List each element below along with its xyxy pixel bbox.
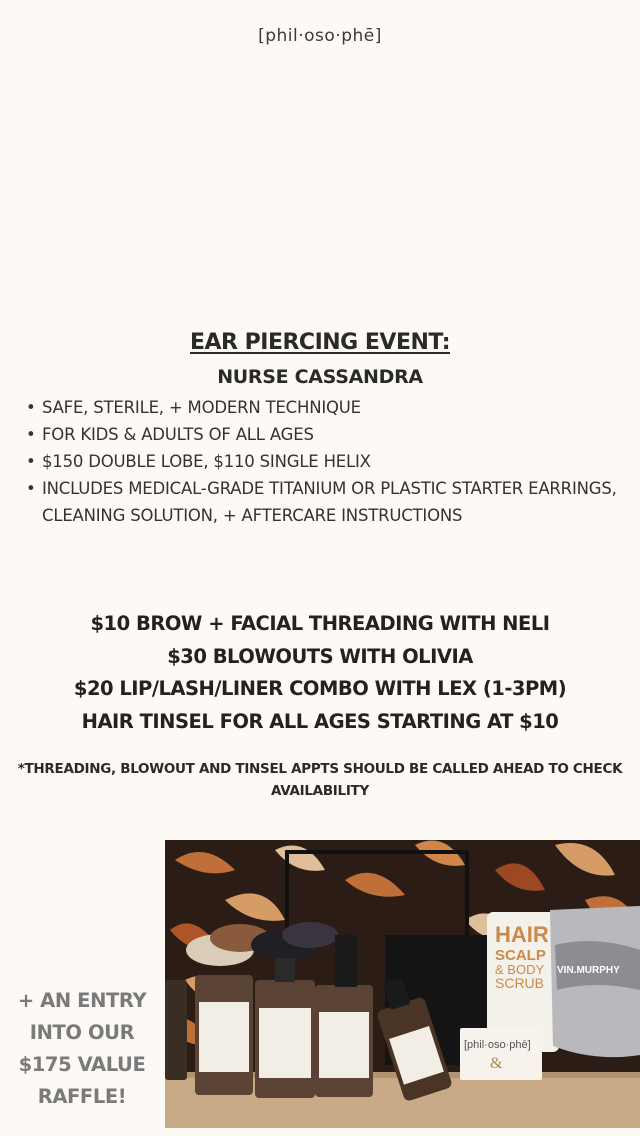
service-item: $20 LIP/LASH/LINER COMBO WITH LEX (1-3PM) xyxy=(73,677,567,700)
services-list xyxy=(0,608,640,738)
service-item: $30 BLOWOUTS WITH OLIVIA xyxy=(167,644,473,668)
ampersand-icon: & xyxy=(490,1055,503,1072)
availability-note: *THREADING, BLOWOUT AND TINSEL APPTS SHOULD BE CALLED AHEAD TO CHECK AVAILABILITY xyxy=(17,761,623,799)
raffle-line: + AN ENTRY xyxy=(17,989,147,1012)
brand-logo: [phil·oso·phē] xyxy=(258,26,382,46)
raffle-text xyxy=(4,985,160,1113)
tube-text: SCALP xyxy=(495,947,546,964)
raffle-prize-photo xyxy=(165,840,640,1128)
raffle-line: RAFFLE! xyxy=(37,1085,127,1108)
event-title: EAR PIERCING EVENT: xyxy=(190,330,450,355)
event-detail-item: • FOR KIDS & ADULTS OF ALL AGES xyxy=(24,421,636,448)
event-details-list xyxy=(24,394,636,529)
tube-text: & BODY xyxy=(495,962,545,977)
tube-text: SCRUB xyxy=(495,975,545,991)
service-item: HAIR TINSEL FOR ALL AGES STARTING AT $10 xyxy=(81,709,559,733)
card-label: [phil·oso·phē] xyxy=(464,1039,531,1051)
event-detail-item: • SAFE, STERILE, + MODERN TECHNIQUE xyxy=(24,394,636,421)
service-item: $10 BROW + FACIAL THREADING WITH NELI xyxy=(90,612,550,635)
bag-label: VIN.MURPHY xyxy=(557,965,620,976)
tube-text: HAIR xyxy=(495,922,549,947)
event-detail-item: • INCLUDES MEDICAL-GRADE TITANIUM OR PLASTIC STARTER EARRINGS, CLEANING SOLUTION, + AFTERCARE INSTRUCTIONS xyxy=(24,475,636,529)
raffle-line: $175 VALUE xyxy=(18,1053,146,1076)
event-subtitle: NURSE CASSANDRA xyxy=(217,366,423,388)
raffle-line: INTO OUR xyxy=(29,1021,135,1044)
event-detail-item: • $150 DOUBLE LOBE, $110 SINGLE HELIX xyxy=(24,448,636,475)
